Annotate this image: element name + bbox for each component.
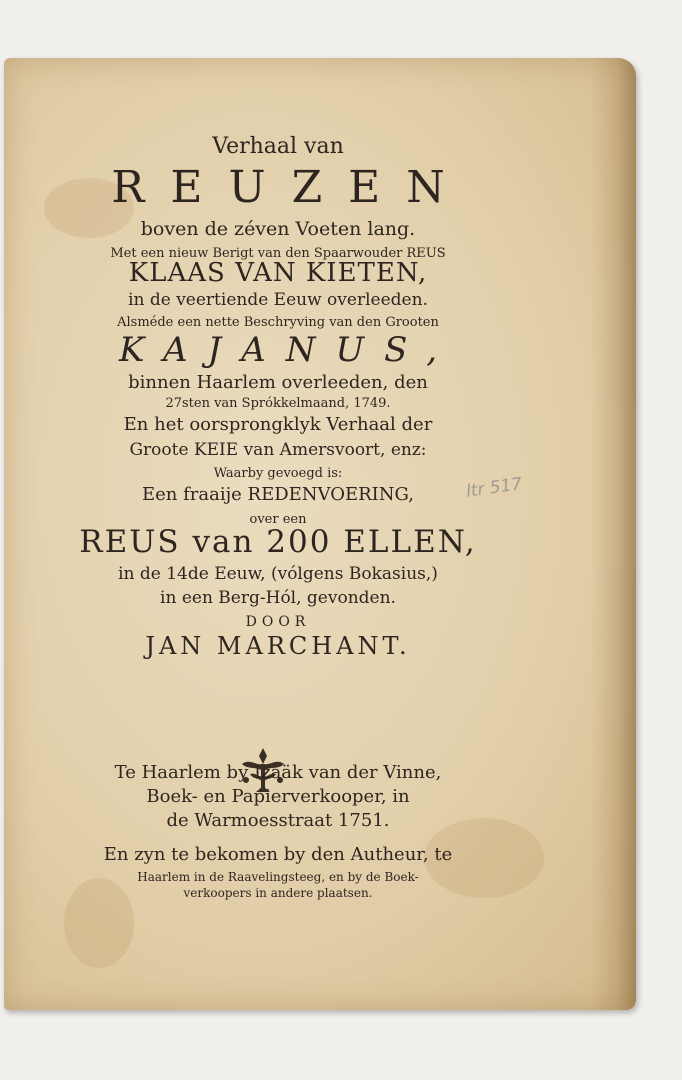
- title-door: DOOR: [245, 614, 311, 630]
- imprint-line-2: Boek- en Papierverkooper, in: [146, 786, 410, 807]
- title-line-18: in een Berg-Hól, gevonden.: [160, 588, 396, 608]
- title-line-1: Verhaal van: [212, 134, 344, 159]
- pencil-annotation: ltr 517: [464, 474, 524, 502]
- title-line-3: boven de zéven Voeten lang.: [140, 218, 416, 240]
- title-klaas: KLAAS VAN KIETEN,: [128, 258, 428, 288]
- title-line-11: En het oorsprongklyk Verhaal der: [123, 414, 433, 435]
- title-line-6: in de veertiende Eeuw overleeden.: [128, 290, 428, 310]
- page-edge: [590, 58, 636, 1010]
- imprint-line-1: Te Haarlem by Izaäk van der Vinne,: [114, 762, 442, 783]
- title-line-4: Met een nieuw Berigt van den Spaarwouder REUS: [110, 246, 446, 261]
- title-line-9: binnen Haarlem overleeden, den: [128, 372, 428, 393]
- title-line-14: Een fraaije REDENVOERING,: [141, 484, 414, 505]
- title-reuzen: REUZEN: [111, 162, 471, 213]
- imprint-line-3: de Warmoesstraat 1751.: [166, 810, 390, 831]
- title-line-10: 27sten van Sprókkelmaand, 1749.: [165, 396, 391, 411]
- imprint-line-4: En zyn te bekomen by den Autheur, te: [103, 844, 453, 865]
- title-reus: REUS van 200 ELLEN,: [79, 524, 477, 560]
- author-name: JAN MARCHANT.: [145, 632, 411, 660]
- title-line-7: Alsméde een nette Beschryving van den Grooten: [117, 315, 439, 330]
- book-page: [4, 58, 636, 1010]
- title-line-13: Waarby gevoegd is:: [213, 466, 343, 481]
- title-line-15: over een: [249, 512, 307, 527]
- imprint-line-6: verkoopers in andere plaatsen.: [183, 886, 373, 900]
- title-kajanus: KAJANUS,: [118, 330, 458, 370]
- title-line-17: in de 14de Eeuw, (vólgens Bokasius,): [118, 564, 438, 584]
- title-line-12: Groote KEIE van Amersvoort, enz:: [129, 440, 427, 460]
- imprint-line-5: Haarlem in de Raavelingsteeg, en by de Boek-: [137, 870, 419, 884]
